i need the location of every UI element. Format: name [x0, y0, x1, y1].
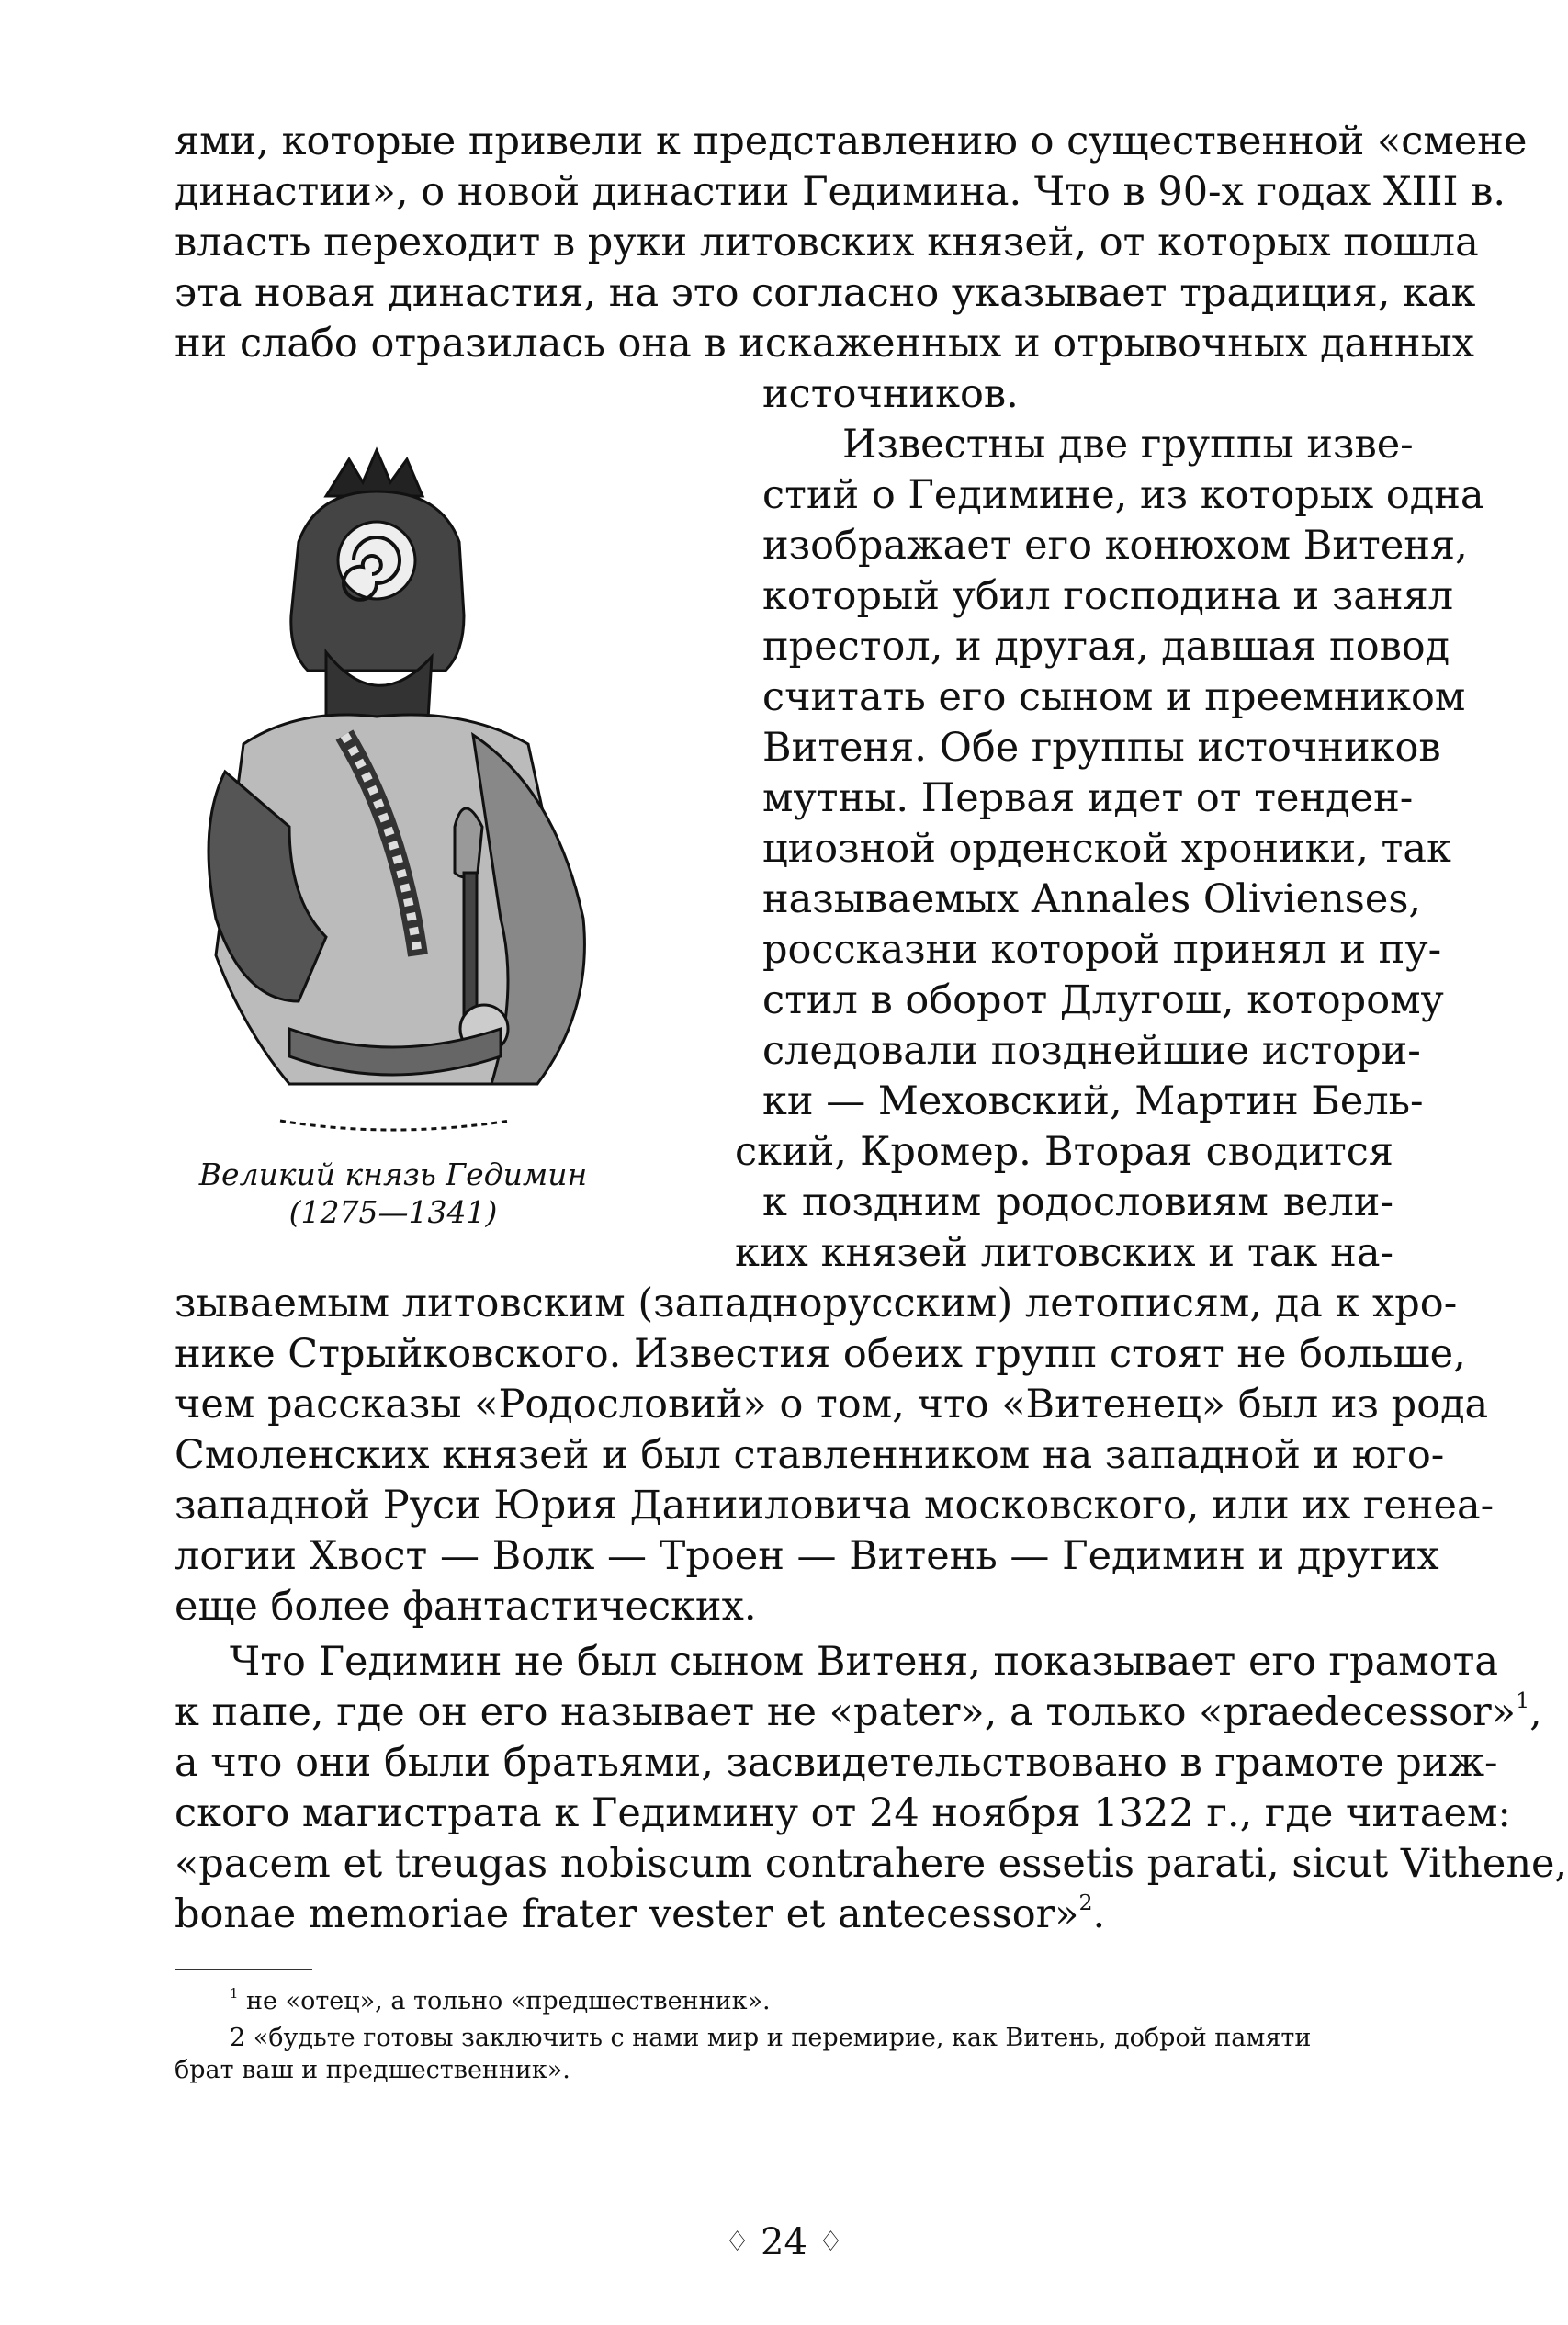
- diamond-ornament-icon: ♢: [818, 2226, 843, 2258]
- text-line: мутны. Первая идет от тенден-: [762, 775, 1414, 821]
- text-line: изображает его конюхом Витеня,: [762, 523, 1468, 569]
- diamond-ornament-icon: ♢: [725, 2226, 750, 2258]
- text-line: а что они были братьями, засвидетельствовано в грамоте риж-: [175, 1740, 1498, 1786]
- text-line: логии Хвост — Волк — Троен — Витень — Гедимин и других: [175, 1533, 1439, 1579]
- text-line: стил в оборот Длугош, которому: [762, 977, 1444, 1023]
- caption-dates: (1275—1341): [288, 1194, 498, 1231]
- text-line: Что Гедимин не был сыном Витеня, показывает его грамота: [230, 1639, 1498, 1685]
- text-line: следовали позднейшие истори-: [762, 1028, 1421, 1074]
- portrait-caption: [186, 1156, 600, 1232]
- text-line: стий о Гедимине, из которых одна: [762, 472, 1484, 518]
- portrait-illustration: [188, 441, 606, 1144]
- page-number: [0, 2221, 1568, 2263]
- text-line: чем рассказы «Родословий» о том, что «Витенец» был из рода: [175, 1382, 1489, 1428]
- footnote-mark: 1: [230, 1985, 239, 2003]
- text-fragment: bonae memoriae frater vester et antecessor»: [175, 1891, 1079, 1937]
- text-line: зываемым литовским (западнорусским) летописям, да к хро-: [175, 1281, 1458, 1326]
- text-line: [175, 1687, 1542, 1735]
- text-line: ский, Кромер. Вторая сводится: [735, 1129, 1393, 1175]
- footnote-1: [230, 1985, 771, 2015]
- text-line: считать его сыном и преемником: [762, 674, 1466, 720]
- footnote-ref[interactable]: 2: [1078, 1890, 1093, 1916]
- text-line: [175, 1890, 1106, 1937]
- text-line: источников.: [762, 371, 1019, 417]
- text-line: эта новая династия, на это согласно указывает традиция, как: [175, 270, 1476, 316]
- footnote-2: 2 «будьте готовы заключить с нами мир и перемирие, как Витень, доброй памяти: [230, 2024, 1312, 2052]
- text-line: нике Стрыйковского. Известия обеих групп стоят не больше,: [175, 1331, 1466, 1377]
- text-line: власть переходит в руки литовских князей, от которых пошла: [175, 220, 1479, 265]
- text-line: ки — Меховский, Мартин Бель-: [762, 1078, 1424, 1124]
- text-line: Витеня. Обе группы источников: [762, 725, 1441, 771]
- text-fragment: ,: [1529, 1689, 1542, 1735]
- text-line: западной Руси Юрия Данииловича московского, или их генеа-: [175, 1483, 1495, 1529]
- text-line: называемых Annales Olivienses,: [762, 876, 1422, 922]
- footnote-2-continued: брат ваш и предшественник».: [175, 2056, 570, 2084]
- text-line: циозной орденской хроники, так: [762, 826, 1451, 872]
- text-line: престол, и другая, давшая повод: [762, 624, 1450, 670]
- text-line: ни слабо отразилась она в искаженных и отрывочных данных: [175, 321, 1474, 367]
- text-line: еще более фантастических.: [175, 1584, 757, 1630]
- text-line: династии», о новой династии Гедимина. Что в 90-х годах XIII в.: [175, 169, 1506, 215]
- footnote-text: не «отец», а тольно «предшественник».: [238, 1987, 771, 2015]
- text-line: россказни которой принял и пу-: [762, 927, 1442, 973]
- page-number-value: 24: [761, 2221, 807, 2263]
- text-line: ского магистрата к Гедимину от 24 ноября 1322 г., где читаем:: [175, 1790, 1511, 1836]
- text-line: ких князей литовских и так на-: [735, 1230, 1393, 1276]
- text-fragment: к папе, где он его называет не «pater», а только «praedecessor»: [175, 1689, 1517, 1735]
- text-fragment: .: [1092, 1891, 1106, 1937]
- text-line: который убил господина и занял: [762, 573, 1454, 619]
- text-line: Смоленских князей и был ставленником на западной и юго-: [175, 1432, 1445, 1478]
- footnote-divider: [175, 1969, 312, 1970]
- text-line: к поздним родословиям вели-: [762, 1179, 1393, 1225]
- text-line: Известны две группы изве-: [842, 422, 1414, 468]
- text-line: «pacem et treugas nobiscum contrahere essetis parati, sicut Vithene,: [175, 1841, 1568, 1887]
- caption-title: Великий князь Гедимин: [198, 1157, 588, 1192]
- footnote-ref[interactable]: 1: [1516, 1687, 1530, 1714]
- text-line: ями, которые привели к представлению о существенной «смене: [175, 119, 1528, 164]
